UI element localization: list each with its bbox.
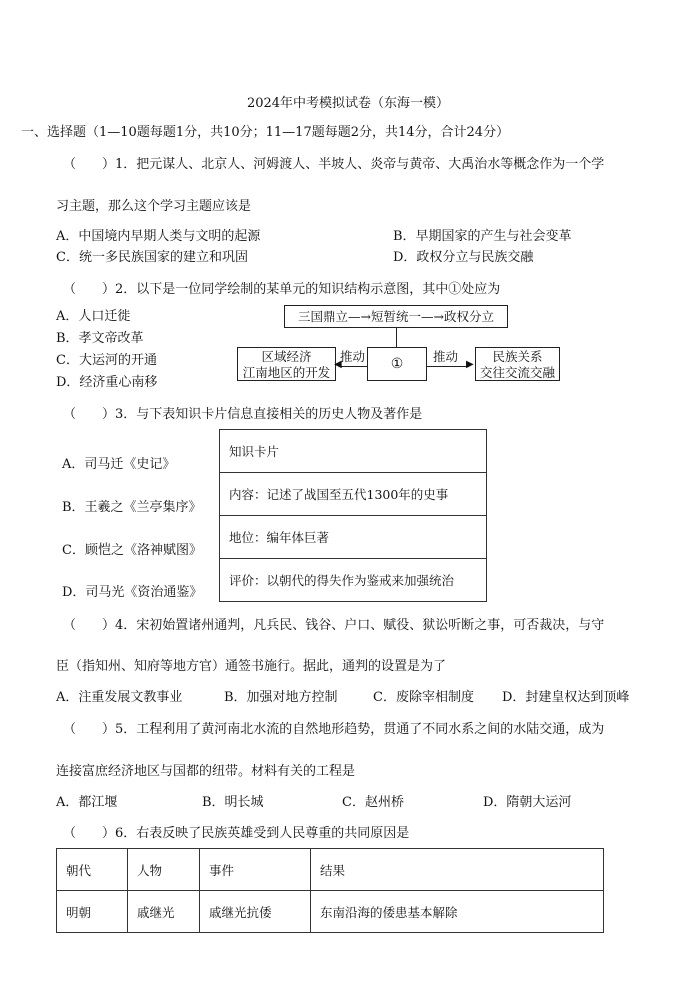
diagram-top-box [284, 305, 508, 328]
q1-stem-line1: （ ）1．把元谋人、北京人、河姆渡人、半坡人、炎帝与黄帝、大禹治水等概念作为一个学 [63, 157, 605, 172]
exam-title: 2024年中考模拟试卷（东海一模） [246, 96, 450, 111]
q4-option-b: B．加强对地方控制 [224, 690, 338, 705]
q3-option-b: B．王羲之《兰亭集序》 [62, 500, 202, 515]
table-header-cell: 朝代 [57, 849, 128, 891]
q2-stem: （ ）2．以下是一位同学绘制的某单元的知识结构示意图，其中①处应为 [63, 282, 501, 297]
table-header-cell: 结果 [311, 849, 604, 891]
table-cell: 东南沿海的倭患基本解除 [311, 891, 604, 933]
arrow-right-icon: —→ [348, 309, 371, 324]
q3-option-a: A．司马迁《史记》 [62, 457, 176, 472]
arrow-right-icon: —→ [421, 309, 444, 324]
q3-stem: （ ）3．与下表知识卡片信息直接相关的历史人物及著作是 [63, 407, 423, 422]
diagram-arrow-left-label: 推动 [340, 349, 366, 364]
q4-option-a: A．注重发展文教事业 [56, 690, 183, 705]
diagram-top-mid: 短暂统一 [370, 309, 421, 324]
card-row [220, 473, 487, 516]
q4-option-d: D．封建皇权达到顶峰 [502, 690, 630, 705]
card-cell: 地位：编年体巨著 [220, 516, 487, 559]
q5-option-c: C．赵州桥 [342, 795, 404, 810]
q5-option-b: B．明长城 [202, 795, 264, 810]
card-cell: 知识卡片 [220, 430, 487, 473]
q1-stem-line2: 习主题，那么这个学习主题应该是 [56, 199, 252, 214]
diagram-right-box-line1: 民族关系 [492, 349, 543, 364]
q6-stem: （ ）6．右表反映了民族英雄受到人民尊重的共同原因是 [63, 826, 410, 841]
q1-option-b: B．早期国家的产生与社会变革 [393, 229, 572, 244]
card-row [220, 430, 487, 473]
diagram-left-box-line2: 江南地区的开发 [242, 365, 331, 380]
q5-stem-line2: 连接富庶经济地区与国都的纽带。材料有关的工程是 [56, 764, 356, 779]
table-cell: 明朝 [57, 891, 128, 933]
diagram-top-left: 三国鼎立 [297, 309, 348, 324]
diagram-right-box [475, 347, 560, 381]
q1-option-a: A．中国境内早期人类与文明的起源 [56, 229, 261, 244]
knowledge-card [219, 429, 487, 602]
q4-stem-line2: 臣（指知州、知府等地方官）通签书施行。据此，通判的设置是为了 [56, 659, 447, 674]
q2-option-c: C．大运河的开通 [56, 353, 157, 368]
q2-option-d: D．经济重心南移 [56, 375, 158, 390]
table-row [57, 891, 604, 933]
q6-table [56, 848, 604, 933]
arrow-right-icon: ▶ [466, 359, 474, 370]
diagram-top-right: 政权分立 [443, 309, 494, 324]
diagram-arrow-right-line [427, 366, 469, 367]
arrow-left-icon: ◀ [334, 359, 342, 370]
table-cell: 戚继光 [128, 891, 200, 933]
q5-option-a: A．都江堰 [56, 795, 118, 810]
q3-option-d: D．司马光《资治通鉴》 [62, 585, 203, 600]
card-row [220, 559, 487, 602]
diagram-arrow-right-label: 推动 [433, 349, 459, 364]
card-cell: 评价：以朝代的得失作为鉴戒来加强统治 [220, 559, 487, 602]
diagram-right-box-line2: 交往交流交融 [479, 365, 555, 380]
q3-option-c: C．顾恺之《洛神赋图》 [62, 543, 202, 558]
section-header: 一、选择题（1—10题每题1分，共10分；11—17题每题2分，共14分，合计24分） [21, 125, 510, 140]
q1-option-c: C．统一多民族国家的建立和巩固 [56, 250, 248, 265]
card-row [220, 516, 487, 559]
table-header-row [57, 849, 604, 891]
diagram-left-box-line1: 区域经济 [261, 349, 312, 364]
q4-option-c: C．废除宰相制度 [373, 690, 474, 705]
diagram-arrow-left-line [340, 366, 367, 367]
q5-option-d: D．隋朝大运河 [483, 795, 572, 810]
diagram-left-box [237, 347, 336, 381]
table-header-cell: 事件 [200, 849, 311, 891]
q2-option-b: B．孝文帝改革 [56, 331, 144, 346]
table-header-cell: 人物 [128, 849, 200, 891]
q4-stem-line1: （ ）4．宋初始置诸州通判，凡兵民、钱谷、户口、赋役、狱讼听断之事，可否裁决，与守 [63, 618, 605, 633]
q5-stem-line1: （ ）5．工程利用了黄河南北水流的自然地形趋势，贯通了不同水系之间的水陆交通，成为 [63, 722, 605, 737]
diagram-connector [396, 328, 397, 347]
q1-option-d: D．政权分立与民族交融 [393, 250, 534, 265]
table-cell: 戚继光抗倭 [200, 891, 311, 933]
diagram-center-box: ① [367, 347, 427, 381]
card-cell: 内容：记述了战国至五代1300年的史事 [220, 473, 487, 516]
q2-option-a: A．人口迁徙 [56, 309, 131, 324]
